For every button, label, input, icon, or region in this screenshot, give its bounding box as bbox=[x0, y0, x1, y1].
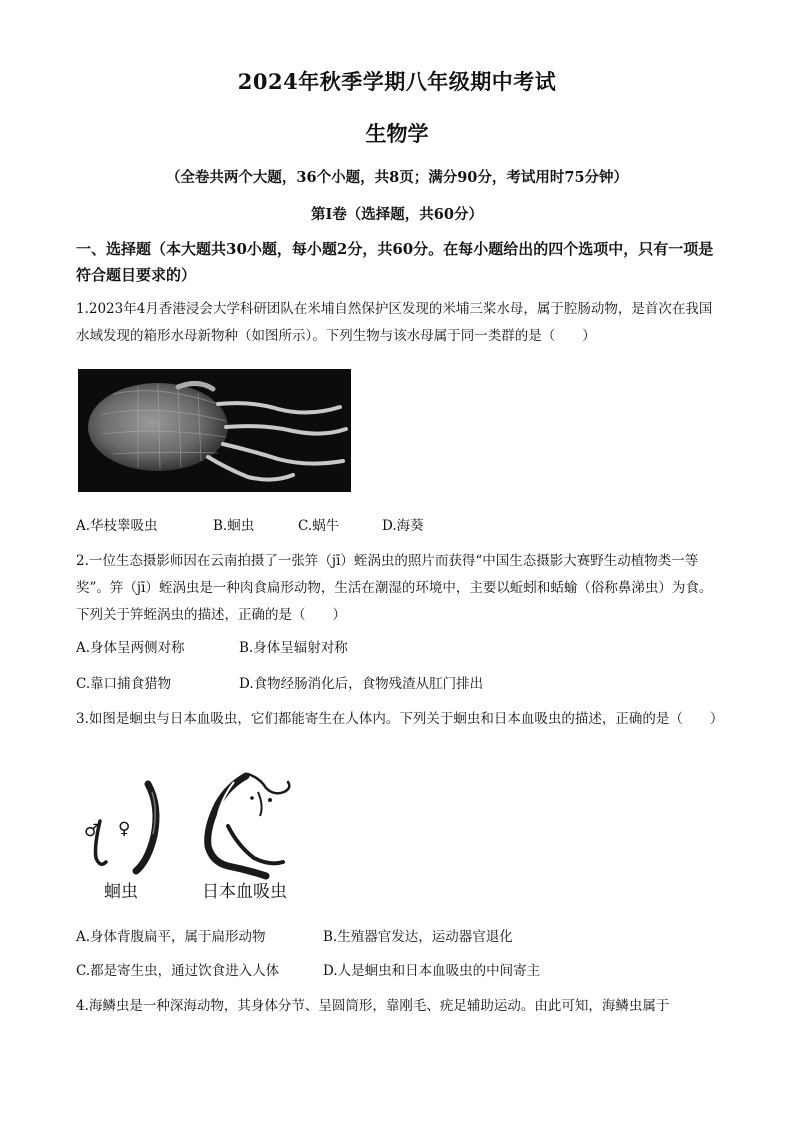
question-1-stem: 1.2023年4月香港浸会大学科研团队在米埔自然保护区发现的米埔三桨水母，属于腔肠动物，是首次在我国水域发现的箱形水母新物种（如图所示）。下列生物与该水母属于同一类群的是（ ） bbox=[76, 301, 713, 344]
parasite-figure bbox=[78, 766, 300, 904]
section-heading: 一、选择题（本大题共30小题，每小题2分，共60分。在每小题给出的四个选项中，只有一项是符合题目要求的） bbox=[76, 240, 714, 284]
exam-info: （全卷共两个大题，36个小题，共8页；满分90分，考试用时75分钟） bbox=[165, 169, 629, 186]
option-a[interactable]: A.身体背腹扁平，属于扁形动物 bbox=[76, 929, 266, 945]
option-b[interactable]: B.身体呈辐射对称 bbox=[239, 640, 348, 656]
option-b[interactable]: B.生殖器官发达，运动器官退化 bbox=[323, 929, 513, 945]
option-b[interactable]: B.蛔虫 bbox=[213, 518, 255, 534]
option-a[interactable]: A.身体呈两侧对称 bbox=[76, 640, 185, 656]
exam-title: 2024年秋季学期八年级期中考试 bbox=[237, 69, 557, 94]
subject-title: 生物学 bbox=[365, 121, 429, 146]
schistosome-label: 日本血吸虫 bbox=[202, 882, 287, 902]
question-3-options-row1 bbox=[76, 927, 724, 947]
question-3-options-row2 bbox=[76, 961, 724, 981]
question-2-options-row1 bbox=[76, 638, 724, 658]
option-d[interactable]: D.海葵 bbox=[382, 518, 424, 534]
male-symbol: ♂ bbox=[84, 821, 100, 841]
question-4-stem: 4.海鳞虫是一种深海动物，其身体分节、呈圆筒形，靠刚毛、疣足辅助运动。由此可知，海鳞虫属于 bbox=[76, 998, 670, 1014]
question-1-options bbox=[76, 516, 724, 536]
box-jellyfish-illustration bbox=[78, 369, 351, 492]
question-2-options-row2 bbox=[76, 674, 724, 694]
roundworm-schistosome-illustration bbox=[78, 766, 300, 904]
option-c[interactable]: C.都是寄生虫，通过饮食进入人体 bbox=[76, 963, 280, 979]
part-heading: 第Ⅰ卷（选择题，共60分） bbox=[311, 206, 483, 223]
box-jellyfish-image bbox=[78, 369, 351, 492]
female-symbol: ♀ bbox=[118, 819, 131, 839]
option-a[interactable]: A.华枝睾吸虫 bbox=[76, 518, 158, 534]
option-c[interactable]: C.靠口捕食猎物 bbox=[76, 676, 172, 692]
question-2-stem: 2.一位生态摄影师因在云南拍摄了一张笄（jī）蛭涡虫的照片而获得“中国生态摄影大赛野生动植物类一等奖”。笄（jī）蛭涡虫是一种肉食扁形动物，生活在潮湿的环境中，主要以蚯蚓和蛞蝓（俗称鼻涕虫）为食。下列关于笄蛭涡虫的描述，正确的是（ ） bbox=[76, 553, 713, 623]
question-3-stem: 3.如图是蛔虫与日本血吸虫，它们都能寄生在人体内。下列关于蛔虫和日本血吸虫的描述，正确的是（ ） bbox=[76, 711, 724, 727]
roundworm-label: 蛔虫 bbox=[104, 882, 138, 902]
option-d[interactable]: D.食物经肠消化后，食物残渣从肛门排出 bbox=[239, 676, 484, 692]
option-c[interactable]: C.蜗牛 bbox=[298, 518, 340, 534]
option-d[interactable]: D.人是蛔虫和日本血吸虫的中间寄主 bbox=[323, 963, 541, 979]
